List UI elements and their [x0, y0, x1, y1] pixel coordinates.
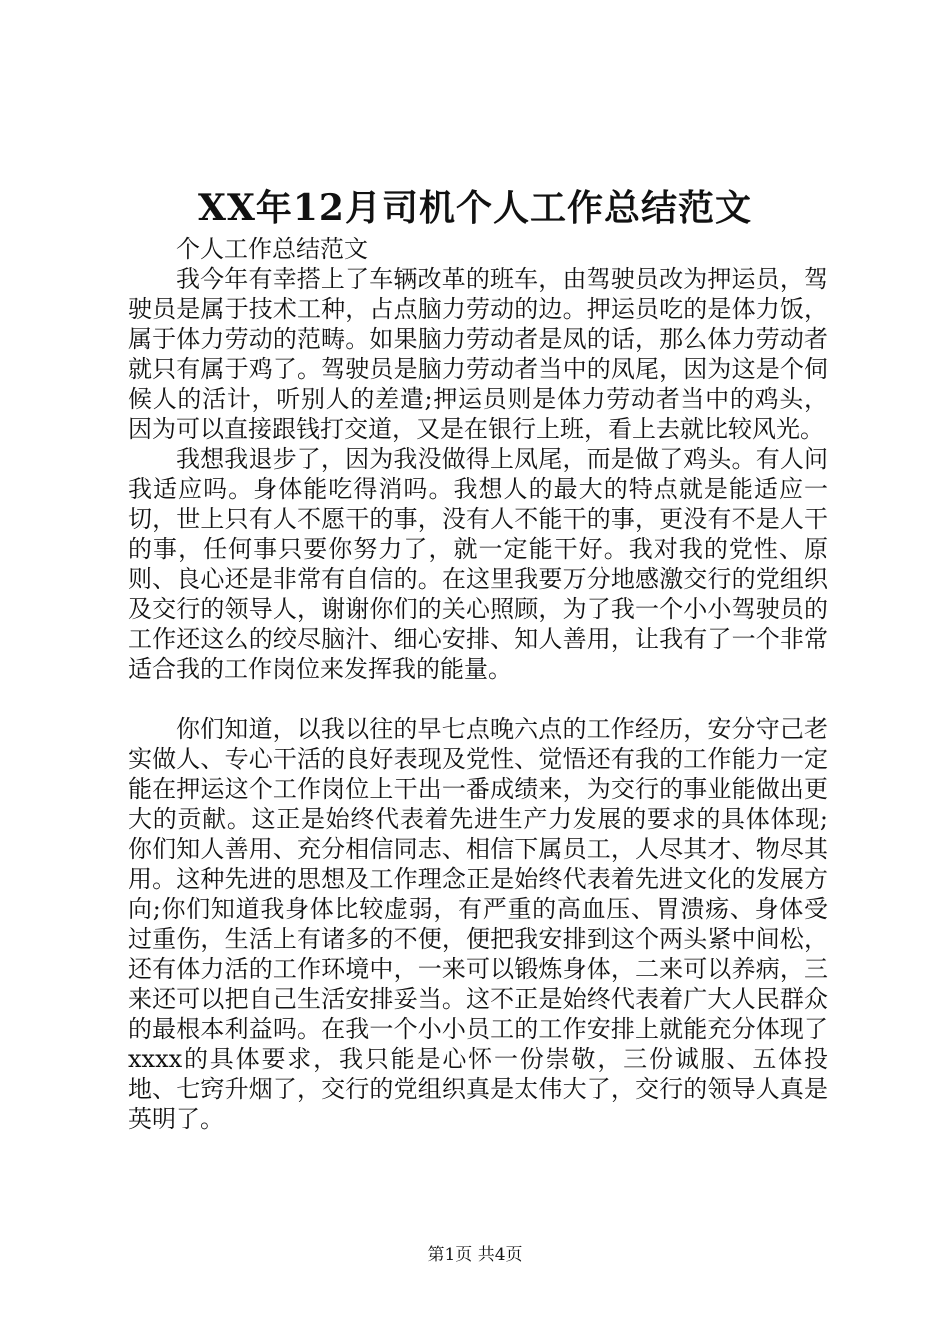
- page-footer: 第1页 共4页: [427, 1245, 523, 1265]
- document-title: XX年12月司机个人工作总结范文: [198, 187, 752, 229]
- paragraph-3: 你们知道，以我以往的早七点晚六点的工作经历，安分守己老实做人、专心干活的良好表现及党性、觉悟还有我的工作能力一定能在押运这个工作岗位上干出一番成绩来，为交行的事业能做出更大的贡献。这正是始终代表着先进生产力发展的要求的具体体现;你们知人善用、充分相信同志、相信下属员工，人尽其才、物尽其用。这种先进的思想及工作理念正是始终代表着先进文化的发展方向;你们知道我身体比较虚弱，有严重的高血压、胃溃疡、身体受过重伤，生活上有诸多的不便，便把我安排到这个两头紧中间松，还有体力活的工作环境中，一来可以锻炼身体，二来可以养病，三来还可以把自己生活安排妥当。这不正是始终代表着广大人民群众的最根本利益吗。在我一个小小员工的工作安排上就能充分体现了xxxx的具体要求，我只能是心怀一份崇敬，三份诚服、五体投地、七窍升烟了，交行的党组织真是太伟大了，交行的领导人真是英明了。: [128, 715, 828, 1133]
- subtitle-line: 个人工作总结范文: [176, 235, 368, 263]
- document-body: [128, 234, 828, 1134]
- paragraph-1: 我今年有幸搭上了车辆改革的班车，由驾驶员改为押运员，驾驶员是属于技术工种，占点脑力劳动的边。押运员吃的是体力饭，属于体力劳动的范畴。如果脑力劳动者是凤的话，那么体力劳动者就只有属于鸡了。驾驶员是脑力劳动者当中的凤尾，因为这是个伺候人的活计，听别人的差遣;押运员则是体力劳动者当中的鸡头，因为可以直接跟钱打交道，又是在银行上班，看上去就比较风光。: [128, 265, 828, 443]
- paragraph-2: 我想我退步了，因为我没做得上凤尾，而是做了鸡头。有人问我适应吗。身体能吃得消吗。我想人的最大的特点就是能适应一切，世上只有人不愿干的事，没有人不能干的事，更没有不是人干的事，任何事只要你努力了，就一定能干好。我对我的党性、原则、良心还是非常有自信的。在这里我要万分地感激交行的党组织及交行的领导人，谢谢你们的关心照顾，为了我一个小小驾驶员的工作还这么的绞尽脑汁、细心安排、知人善用，让我有了一个非常适合我的工作岗位来发挥我的能量。: [128, 445, 828, 683]
